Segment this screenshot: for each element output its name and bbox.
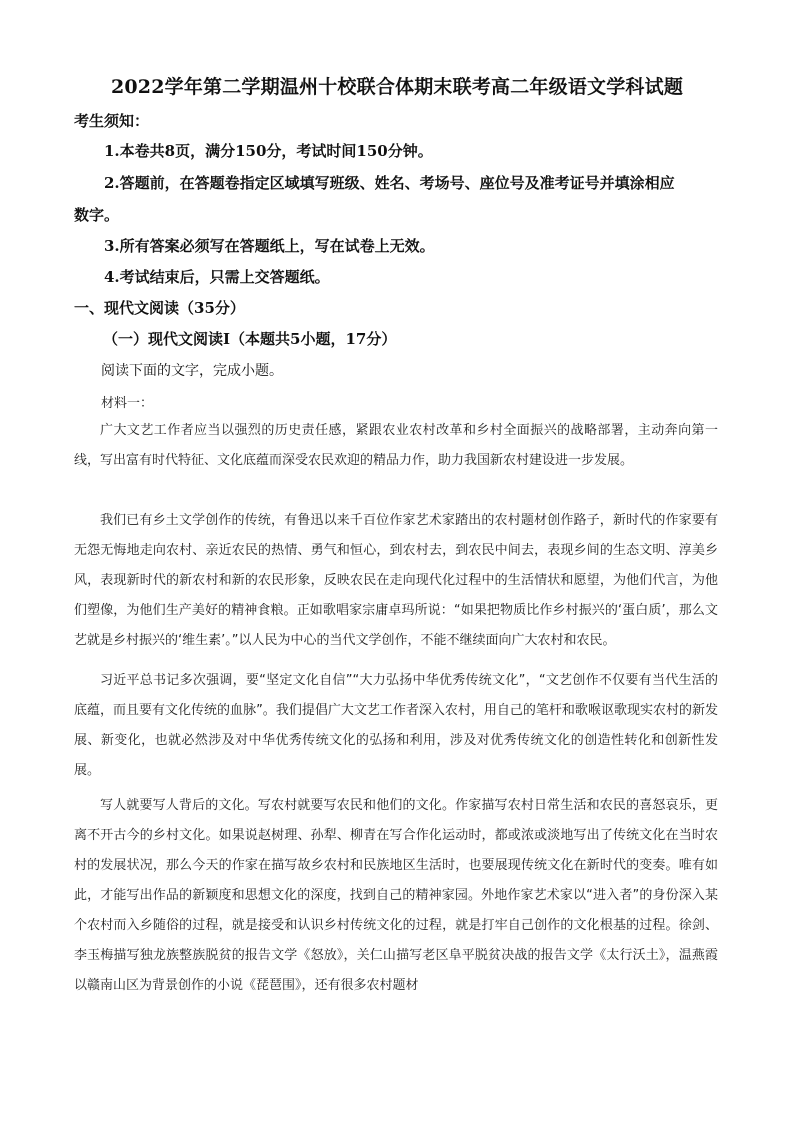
- paragraph-4: 写人就要写人背后的文化。写农村就要写农民和他们的文化。作家描写农村日常生活和农民的喜怒哀乐，更离不开古今的乡村文化。如果说赵树理、孙犁、柳青在写合作化运动时，都或浓或淡地写出了传统文化在当时农村的发展状况，那么今天的作家在描写故乡农村和民族地区生活时，也要展现传统文化在新时代的变奏。唯有如此，才能写出作品的新颖度和思想文化的深度，找到自己的精神家园。外地作家艺术家以“进入者”的身份深入某个农村而入乡随俗的过程，就是接受和认识乡村传统文化的过程，就是打牢自己创作的文化根基的过程。徐剑、李玉梅描写独龙族整族脱贫的报告文学《怒放》，关仁山描写老区阜平脱贫决战的报告文学《太行沃土》，温燕霞以赣南山区为背景创作的小说《琵琶围》，还有很多农村题材: [74, 798, 718, 993]
- notice-heading: 考生须知：: [74, 112, 150, 130]
- notice-item-3: 3.所有答案必须写在答题纸上，写在试卷上无效。: [104, 237, 435, 255]
- exam-title: 2022学年第二学期温州十校联合体期末联考高二年级语文学科试题: [110, 76, 684, 98]
- paragraph-1: 广大文艺工作者应当以强烈的历史责任感，紧跟农业农村改革和乡村全面振兴的战略部署，主动奔向第一线，写出富有时代特征、文化底蕴而深受农民欢迎的精品力作，助力我国新农村建设进一步发展。: [74, 423, 718, 468]
- section-heading: 一、现代文阅读（35分）: [74, 299, 245, 317]
- notice-item-2-continued: 数字。: [74, 206, 120, 224]
- paragraph-3: 习近平总书记多次强调，要“坚定文化自信”“大力弘扬中华优秀传统文化”，“文艺创作不仅要有当代生活的底蕴，而且要有文化传统的血脉”。我们提倡广大文艺工作者深入农村，用自己的笔杆和歌喉讴歌现实农村的新发展、新变化，也就必然涉及对中华优秀传统文化的弘扬和利用，涉及对优秀传统文化的创造性转化和创新性发展。: [74, 673, 718, 778]
- notice-item-2: 2.答题前，在答题卷指定区域填写班级、姓名、考场号、座位号及准考证号并填涂相应: [104, 174, 675, 192]
- material-label: 材料一：: [101, 396, 154, 411]
- paragraph-2: 我们已有乡土文学创作的传统，有鲁迅以来千百位作家艺术家踏出的农村题材创作路子，新时代的作家要有无怨无悔地走向农村、亲近农民的热情、勇气和恒心，到农村去，到农民中间去，表现乡间的生态文明、淳美乡风，表现新时代的新农村和新的农民形象，反映农民在走向现代化过程中的生活情状和愿望，为他们代言，为他们塑像，为他们生产美好的精神食粮。正如歌唱家宗庸卓玛所说：“如果把物质比作乡村振兴的‘蛋白质’，那么文艺就是乡村振兴的‘维生素’。”以人民为中心的当代文学创作，不能不继续面向广大农村和农民。: [74, 513, 718, 648]
- reading-instruction: 阅读下面的文字，完成小题。: [101, 363, 283, 379]
- subsection-heading: （一）现代文阅读Ⅰ（本题共5小题，17分）: [103, 330, 397, 348]
- notice-item-4: 4.考试结束后，只需上交答题纸。: [104, 268, 330, 286]
- notice-item-1: 1.本卷共8页，满分150分，考试时间150分钟。: [104, 142, 433, 160]
